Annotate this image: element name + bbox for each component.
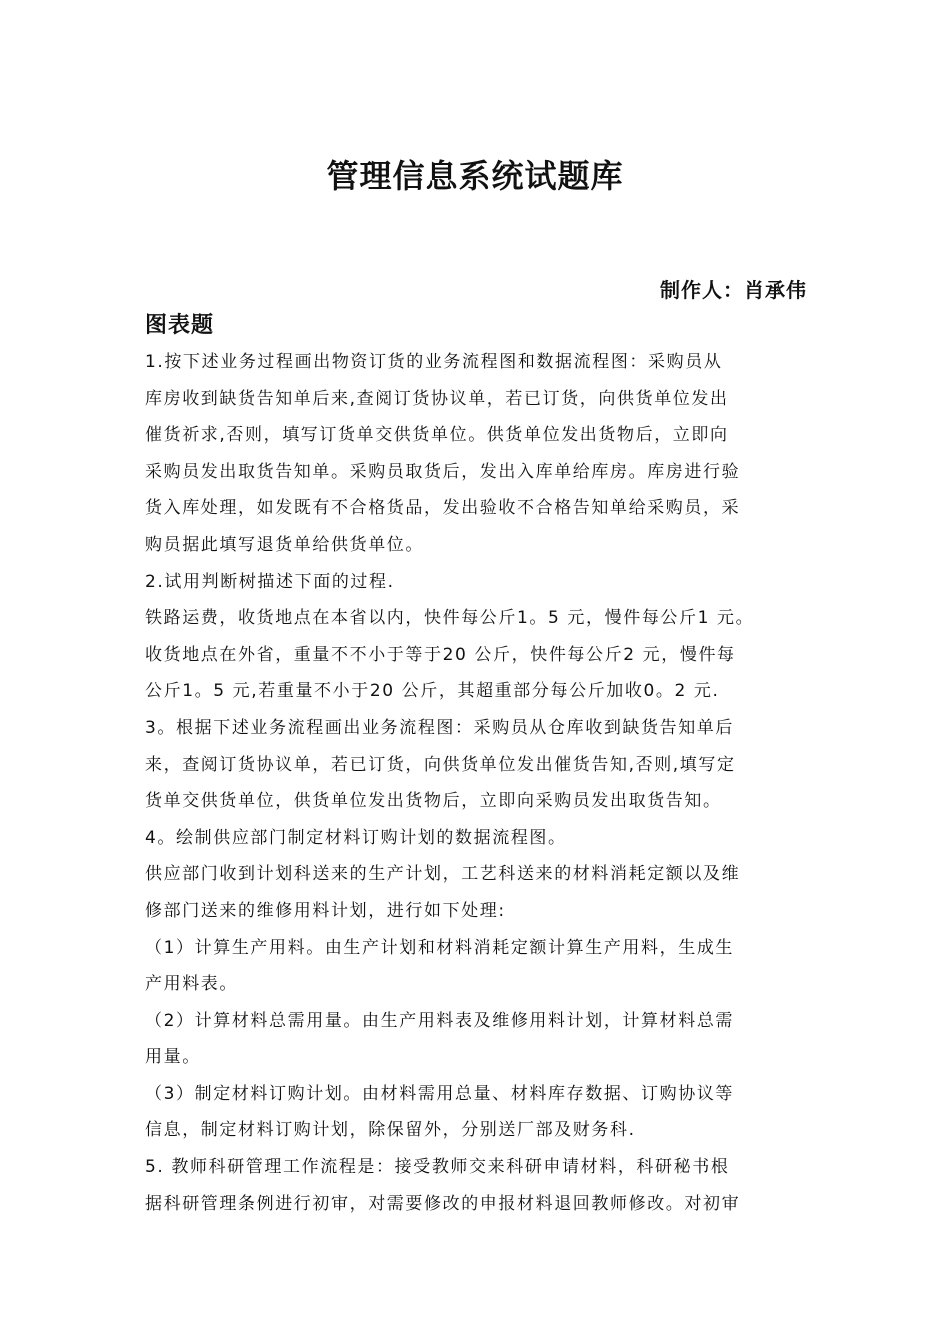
text-line: 2.试用判断树描述下面的过程. xyxy=(145,571,395,592)
text-line: 采购员发出取货告知单。采购员取货后，发出入库单给库房。库房进行验 xyxy=(145,461,741,482)
text-line: （3）制定材料订购计划。由材料需用总量、材料库存数据、订购协议等 xyxy=(145,1083,735,1104)
text-line: 1.按下述业务过程画出物资订货的业务流程图和数据流程图：采购员从 xyxy=(145,352,723,372)
text-line: 购员据此填写退货单给供货单位。 xyxy=(145,534,424,555)
text-line: 修部门送来的维修用料计划，进行如下处理: xyxy=(145,900,506,921)
text-line: 库房收到缺货告知单后来,查阅订货协议单，若已订货，向供货单位发出 xyxy=(145,388,729,409)
text-line: 来，查阅订货协议单，若已订货，向供货单位发出催货告知,否则,填写定 xyxy=(145,754,736,775)
text-line: 用量。 xyxy=(145,1047,201,1068)
text-line: 铁路运费，收货地点在本省以内，快件每公斤1。5 元，慢件每公斤1 元。 xyxy=(145,608,755,629)
document-body xyxy=(145,344,825,1222)
text-line: 货单交供货单位，供货单位发出货物后，立即向采购员发出取货告知。 xyxy=(145,791,722,812)
text-line: （1）计算生产用料。由生产计划和材料消耗定额计算生产用料，生成生 xyxy=(145,937,735,958)
text-line: 收货地点在外省，重量不不小于等于20 公斤，快件每公斤2 元，慢件每 xyxy=(145,644,736,665)
author-line: 制作人：肖承伟 xyxy=(660,278,807,302)
section-heading: 图表题 xyxy=(145,313,215,338)
text-line: 货入库处理，如发既有不合格货品，发出验收不合格告知单给采购员，采 xyxy=(145,498,741,519)
text-line: 供应部门收到计划科送来的生产计划，工艺科送来的材料消耗定额以及维 xyxy=(145,864,741,885)
text-line: 5. 教师科研管理工作流程是：接受教师交来科研申请材料，科研秘书根 xyxy=(145,1157,730,1178)
text-line: 据科研管理条例进行初审，对需要修改的申报材料退回教师修改。对初审 xyxy=(145,1193,741,1214)
text-line: （2）计算材料总需用量。由生产用料表及维修用料计划，计算材料总需 xyxy=(145,1010,735,1031)
text-line: 信息，制定材料订购计划，除保留外，分别送厂部及财务科. xyxy=(145,1120,636,1141)
text-line: 产用料表。 xyxy=(145,974,238,995)
document-title: 管理信息系统试题库 xyxy=(326,157,624,195)
text-line: 3。根据下述业务流程画出业务流程图：采购员从仓库收到缺货告知单后 xyxy=(145,717,735,738)
text-line: 催货祈求,否则，填写订货单交供货单位。供货单位发出货物后，立即向 xyxy=(145,425,729,446)
text-line: 公斤1。5 元,若重量不小于20 公斤，其超重部分每公斤加收0。2 元. xyxy=(145,681,720,702)
text-line: 4。绘制供应部门制定材料订购计划的数据流程图。 xyxy=(145,827,567,848)
